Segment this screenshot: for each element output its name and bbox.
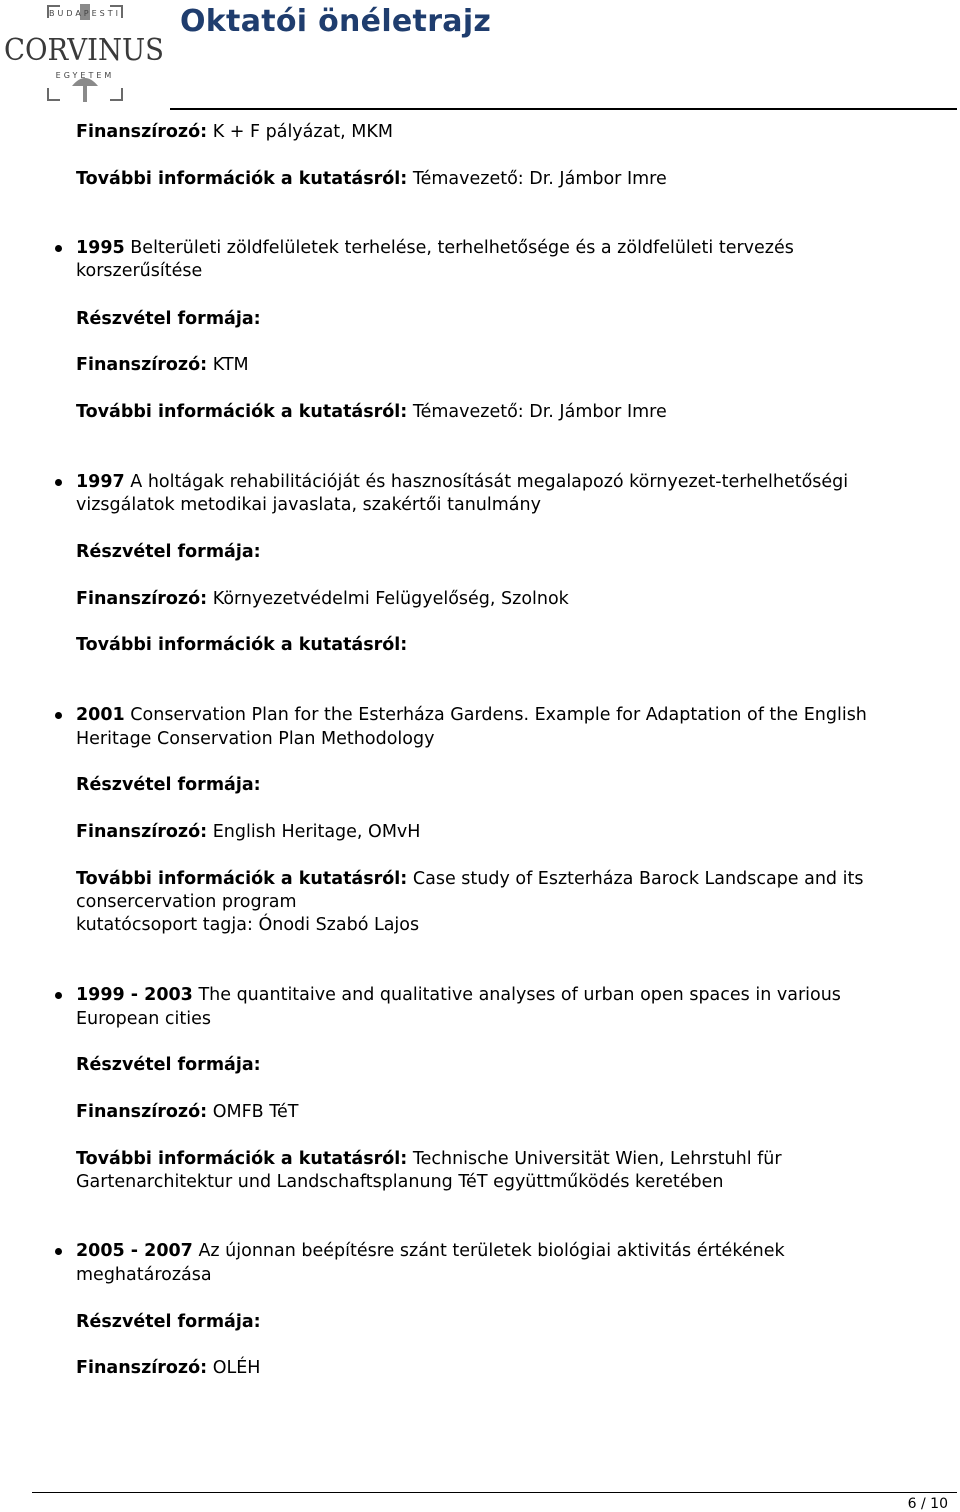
page-number: 6 / 10 [907, 1496, 948, 1512]
participation-label: Részvétel formája: [76, 309, 261, 329]
info-line: További információk a kutatásról: [76, 635, 408, 655]
svg-text:CORVINUS: CORVINUS [4, 33, 164, 68]
funder-line: Finanszírozó: KTM [76, 355, 249, 375]
entry-title-cont: meghatározása [76, 1265, 212, 1285]
funder-line: Finanszírozó: English Heritage, OMvH [76, 822, 421, 842]
info-line-cont: consercervation program [76, 892, 297, 912]
entry-title: 1997 A holtágak rehabilitációját és hasznosítását megalapozó környezet-terhelhetőségi [76, 472, 849, 492]
info-line: További információk a kutatásról: Case study of Eszterháza Barock Landscape and its [76, 869, 864, 889]
bullet-icon [55, 1248, 62, 1255]
funder-line: Finanszírozó: K + F pályázat, MKM [76, 122, 393, 142]
participation-label: Részvétel formája: [76, 775, 261, 795]
bullet-icon [55, 245, 62, 252]
funder-line: Finanszírozó: OLÉH [76, 1358, 261, 1378]
funder-line: Finanszírozó: OMFB TéT [76, 1102, 299, 1122]
info-line-cont: Gartenarchitektur und Landschaftsplanung TéT együttműködés keretében [76, 1172, 724, 1192]
info-line: További információk a kutatásról: Témavezető: Dr. Jámbor Imre [76, 402, 667, 422]
svg-text:BUDAPESTI: BUDAPESTI [48, 9, 122, 18]
entry-title-cont: vizsgálatok metodikai javaslata, szakértői tanulmány [76, 495, 541, 515]
bullet-icon [55, 479, 62, 486]
entry-title-cont: korszerűsítése [76, 261, 203, 281]
header-divider [170, 108, 957, 110]
svg-text:EGYETEM: EGYETEM [55, 71, 115, 80]
funder-line: Finanszírozó: Környezetvédelmi Felügyelőség, Szolnok [76, 589, 569, 609]
entry-title: 2005 - 2007 Az újonnan beépítésre szánt területek biológiai aktivitás értékének [76, 1241, 785, 1261]
document-title: Oktatói önéletrajz [180, 4, 492, 39]
entry-title: 2001 Conservation Plan for the Esterháza Gardens. Example for Adaptation of the English [76, 705, 867, 725]
bullet-icon [55, 992, 62, 999]
info-line: További információk a kutatásról: Technische Universität Wien, Lehrstuhl für [76, 1149, 782, 1169]
entry-title: 1995 Belterületi zöldfelületek terhelése, terhelhetősége és a zöldfelületi tervezés [76, 238, 794, 258]
participation-label: Részvétel formája: [76, 1312, 261, 1332]
footer-divider [32, 1492, 957, 1493]
page-header [0, 0, 960, 110]
participation-label: Részvétel formája: [76, 542, 261, 562]
info-line: További információk a kutatásról: Témavezető: Dr. Jámbor Imre [76, 169, 667, 189]
entry-title-cont: Heritage Conservation Plan Methodology [76, 729, 435, 749]
entry-title: 1999 - 2003 The quantitaive and qualitative analyses of urban open spaces in various [76, 985, 841, 1005]
bullet-icon [55, 712, 62, 719]
corvinus-logo [0, 0, 170, 108]
participation-label: Részvétel formája: [76, 1055, 261, 1075]
entry-title-cont: European cities [76, 1009, 212, 1029]
info-line-cont: kutatócsoport tagja: Ónodi Szabó Lajos [76, 915, 420, 935]
